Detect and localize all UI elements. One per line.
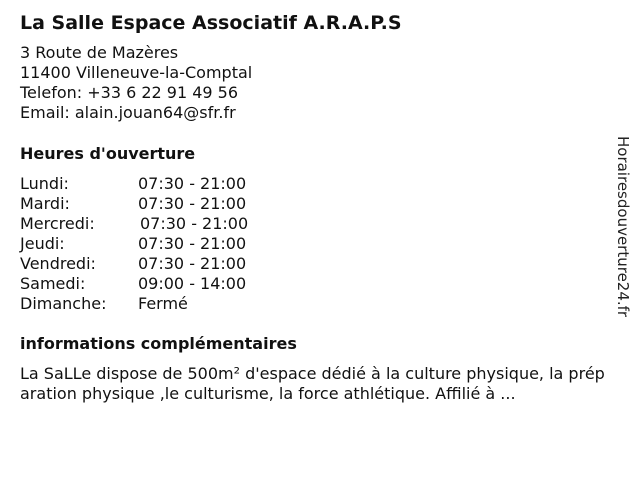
contact-block [20, 43, 252, 123]
info-heading: informations complémentaires [20, 334, 297, 353]
hours-time: 07:30 - 21:00 [138, 234, 247, 253]
hours-day: Vendredi: [20, 254, 96, 273]
hours-time: 07:30 - 21:00 [138, 194, 247, 213]
hours-heading: Heures d'ouverture [20, 144, 196, 163]
hours-time: 07:30 - 21:00 [140, 214, 249, 233]
address-street: 3 Route de Mazères [20, 43, 179, 62]
hours-time: 07:30 - 21:00 [138, 254, 247, 273]
hours-day: Dimanche: [20, 294, 107, 313]
hours-time: 07:30 - 21:00 [138, 174, 247, 193]
hours-day: Mardi: [20, 194, 70, 213]
address-city: 11400 Villeneuve-la-Comptal [20, 63, 253, 82]
info-description: La SaLLe dispose de 500m² d'espace dédié à la culture physique, la préparation physique ,le culturisme, la force athlétique. Affilié à ... [20, 364, 605, 403]
hours-day: Lundi: [20, 174, 69, 193]
page-title: La Salle Espace Associatif A.R.A.P.S [20, 12, 402, 34]
hours-day: Jeudi: [20, 234, 65, 253]
hours-day: Samedi: [20, 274, 86, 293]
hours-day: Mercredi: [20, 214, 95, 233]
phone-number: Telefon: +33 6 22 91 49 56 [20, 83, 239, 102]
site-watermark: Horairesdouverture24.fr [614, 136, 632, 318]
hours-time: Fermé [138, 294, 188, 313]
email-address: Email: alain.jouan64@sfr.fr [20, 103, 236, 122]
hours-time: 09:00 - 14:00 [138, 274, 247, 293]
